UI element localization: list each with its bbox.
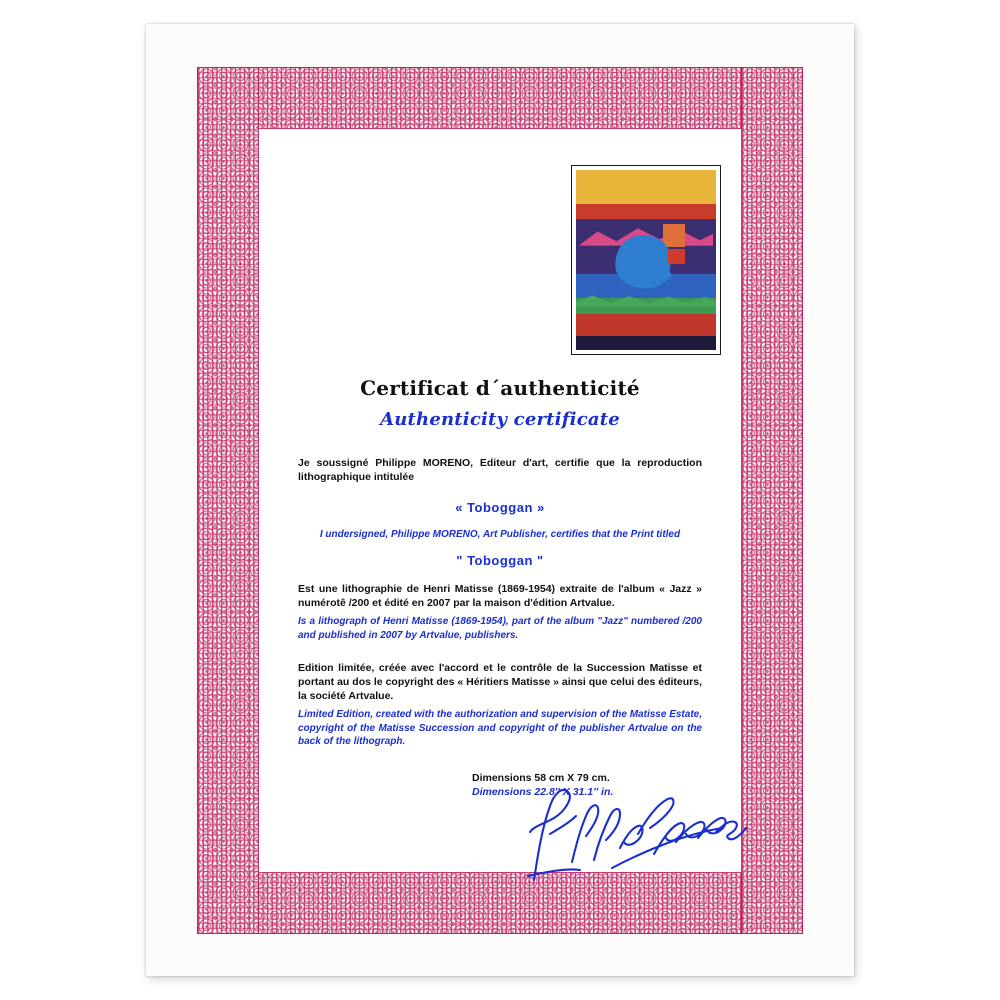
artwork-bottom-dark-band <box>576 336 716 350</box>
dimensions-imperial: Dimensions 22.8'' X 31.1'' in. <box>472 785 614 798</box>
artwork-image <box>576 170 716 350</box>
ornamental-border-top <box>197 67 803 129</box>
artwork-figure-lower <box>624 264 672 286</box>
body-french-1: Est une lithographie de Henri Matisse (1869-1954) extraite de l'album « Jazz » numérotê /200 et édité en 2007 par la maison d'édition Artvalue. <box>298 583 702 609</box>
signature <box>516 776 776 896</box>
certificate-text-block <box>298 376 702 799</box>
paper-sheet <box>146 24 854 976</box>
intro-french: Je soussigné Philippe MORENO, Editeur d'art, certifie que la reproduction lithographique intitulée <box>298 457 702 483</box>
work-title-french: « Toboggan » <box>455 500 545 515</box>
body-english-1: Is a lithograph of Henri Matisse (1869-1954), part of the album "Jazz" numbered /200 and published in 2007 by Artvalue, publishers. <box>298 616 702 641</box>
work-title-english: " Toboggan " <box>456 553 544 568</box>
intro-english: I undersigned, Philippe MORENO, Art Publisher, certifies that the Print titled <box>319 529 681 540</box>
dimensions-metric: Dimensions 58 cm X 79 cm. <box>472 771 610 784</box>
body-english-2: Limited Edition, created with the authorization and supervision of the Matisse Estate, copyright of the Matisse Succession and copyright of the publisher Artvalue on the back of the lithograph. <box>298 709 702 747</box>
body-french-2: Edition limitée, créée avec l'accord et le contrôle de la Succession Matisse et portant au dos le copyright des « Héritiers Matisse » ainsi que celui des éditeurs, la société Artvalue. <box>298 662 702 702</box>
title-english: Authenticity certificate <box>380 409 620 430</box>
artwork-thumbnail <box>571 165 721 355</box>
artwork-red-square <box>668 249 685 263</box>
ornamental-border-left <box>197 67 259 934</box>
title-french: Certificat d´authenticité <box>360 376 640 400</box>
artwork-orange-block <box>663 224 685 247</box>
artwork-top-stripe <box>576 204 716 218</box>
